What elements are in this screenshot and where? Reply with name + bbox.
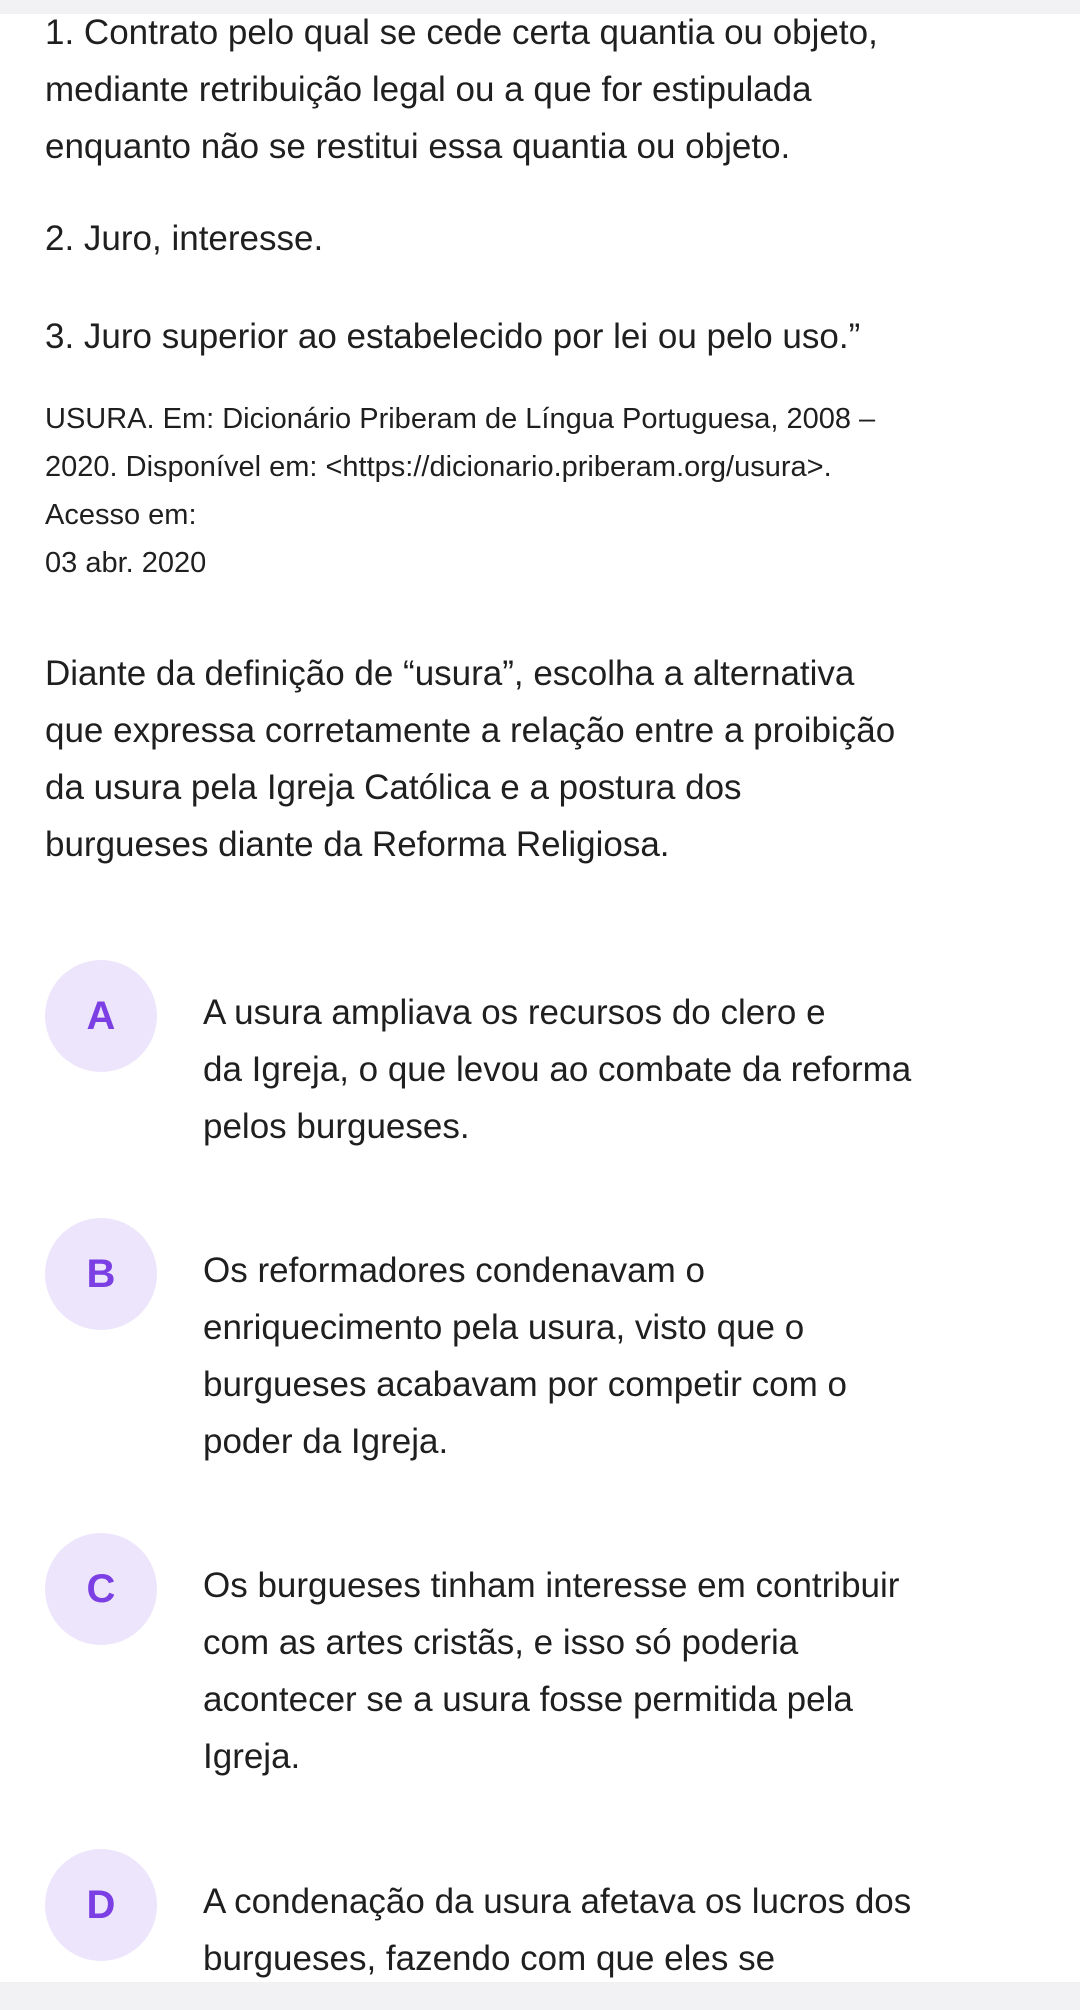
option-b-letter-badge[interactable]: B bbox=[45, 1218, 157, 1330]
option-c-letter-badge[interactable]: C bbox=[45, 1533, 157, 1645]
question-statement: Diante da definição de “usura”, escolha a alternativa que expressa corretamente a relação entre a proibição da usura pela Igreja Católica e a postura dos burgueses diante da Reforma Religiosa. bbox=[45, 654, 896, 864]
definition-item-2: 2. Juro, interesse. bbox=[45, 219, 324, 258]
option-c-text[interactable]: Os burgueses tinham interesse em contribuir com as artes cristãs, e isso só poderia acontecer se a usura fosse permitida pela Igreja. bbox=[203, 1566, 900, 1776]
option-b-text[interactable]: Os reformadores condenavam o enriquecimento pela usura, visto que o burgueses acabavam por competir com o poder da Igreja. bbox=[203, 1251, 847, 1461]
definition-item-3: 3. Juro superior ao estabelecido por lei ou pelo uso.” bbox=[45, 317, 861, 356]
definition-item-1: 1. Contrato pelo qual se cede certa quantia ou objeto, mediante retribuição legal ou a que for estipulada enquanto não se restitui essa quantia ou objeto. bbox=[45, 13, 878, 166]
source-citation: USURA. Em: Dicionário Priberam de Língua Portuguesa, 2008 – 2020. Disponível em: <https://dicionario.priberam.org/usura>. Acesso em: 03 abr. 2020 bbox=[45, 403, 876, 579]
option-d-text[interactable]: A condenação da usura afetava os lucros dos burgueses, fazendo com que eles se bbox=[203, 1882, 912, 1978]
bottom-navigation-strip bbox=[0, 1982, 1080, 2010]
option-a-text[interactable]: A usura ampliava os recursos do clero e da Igreja, o que levou ao combate da reforma pelos burgueses. bbox=[203, 993, 912, 1146]
option-a-letter-badge[interactable]: A bbox=[45, 960, 157, 1072]
option-d-letter-badge[interactable]: D bbox=[45, 1849, 157, 1961]
